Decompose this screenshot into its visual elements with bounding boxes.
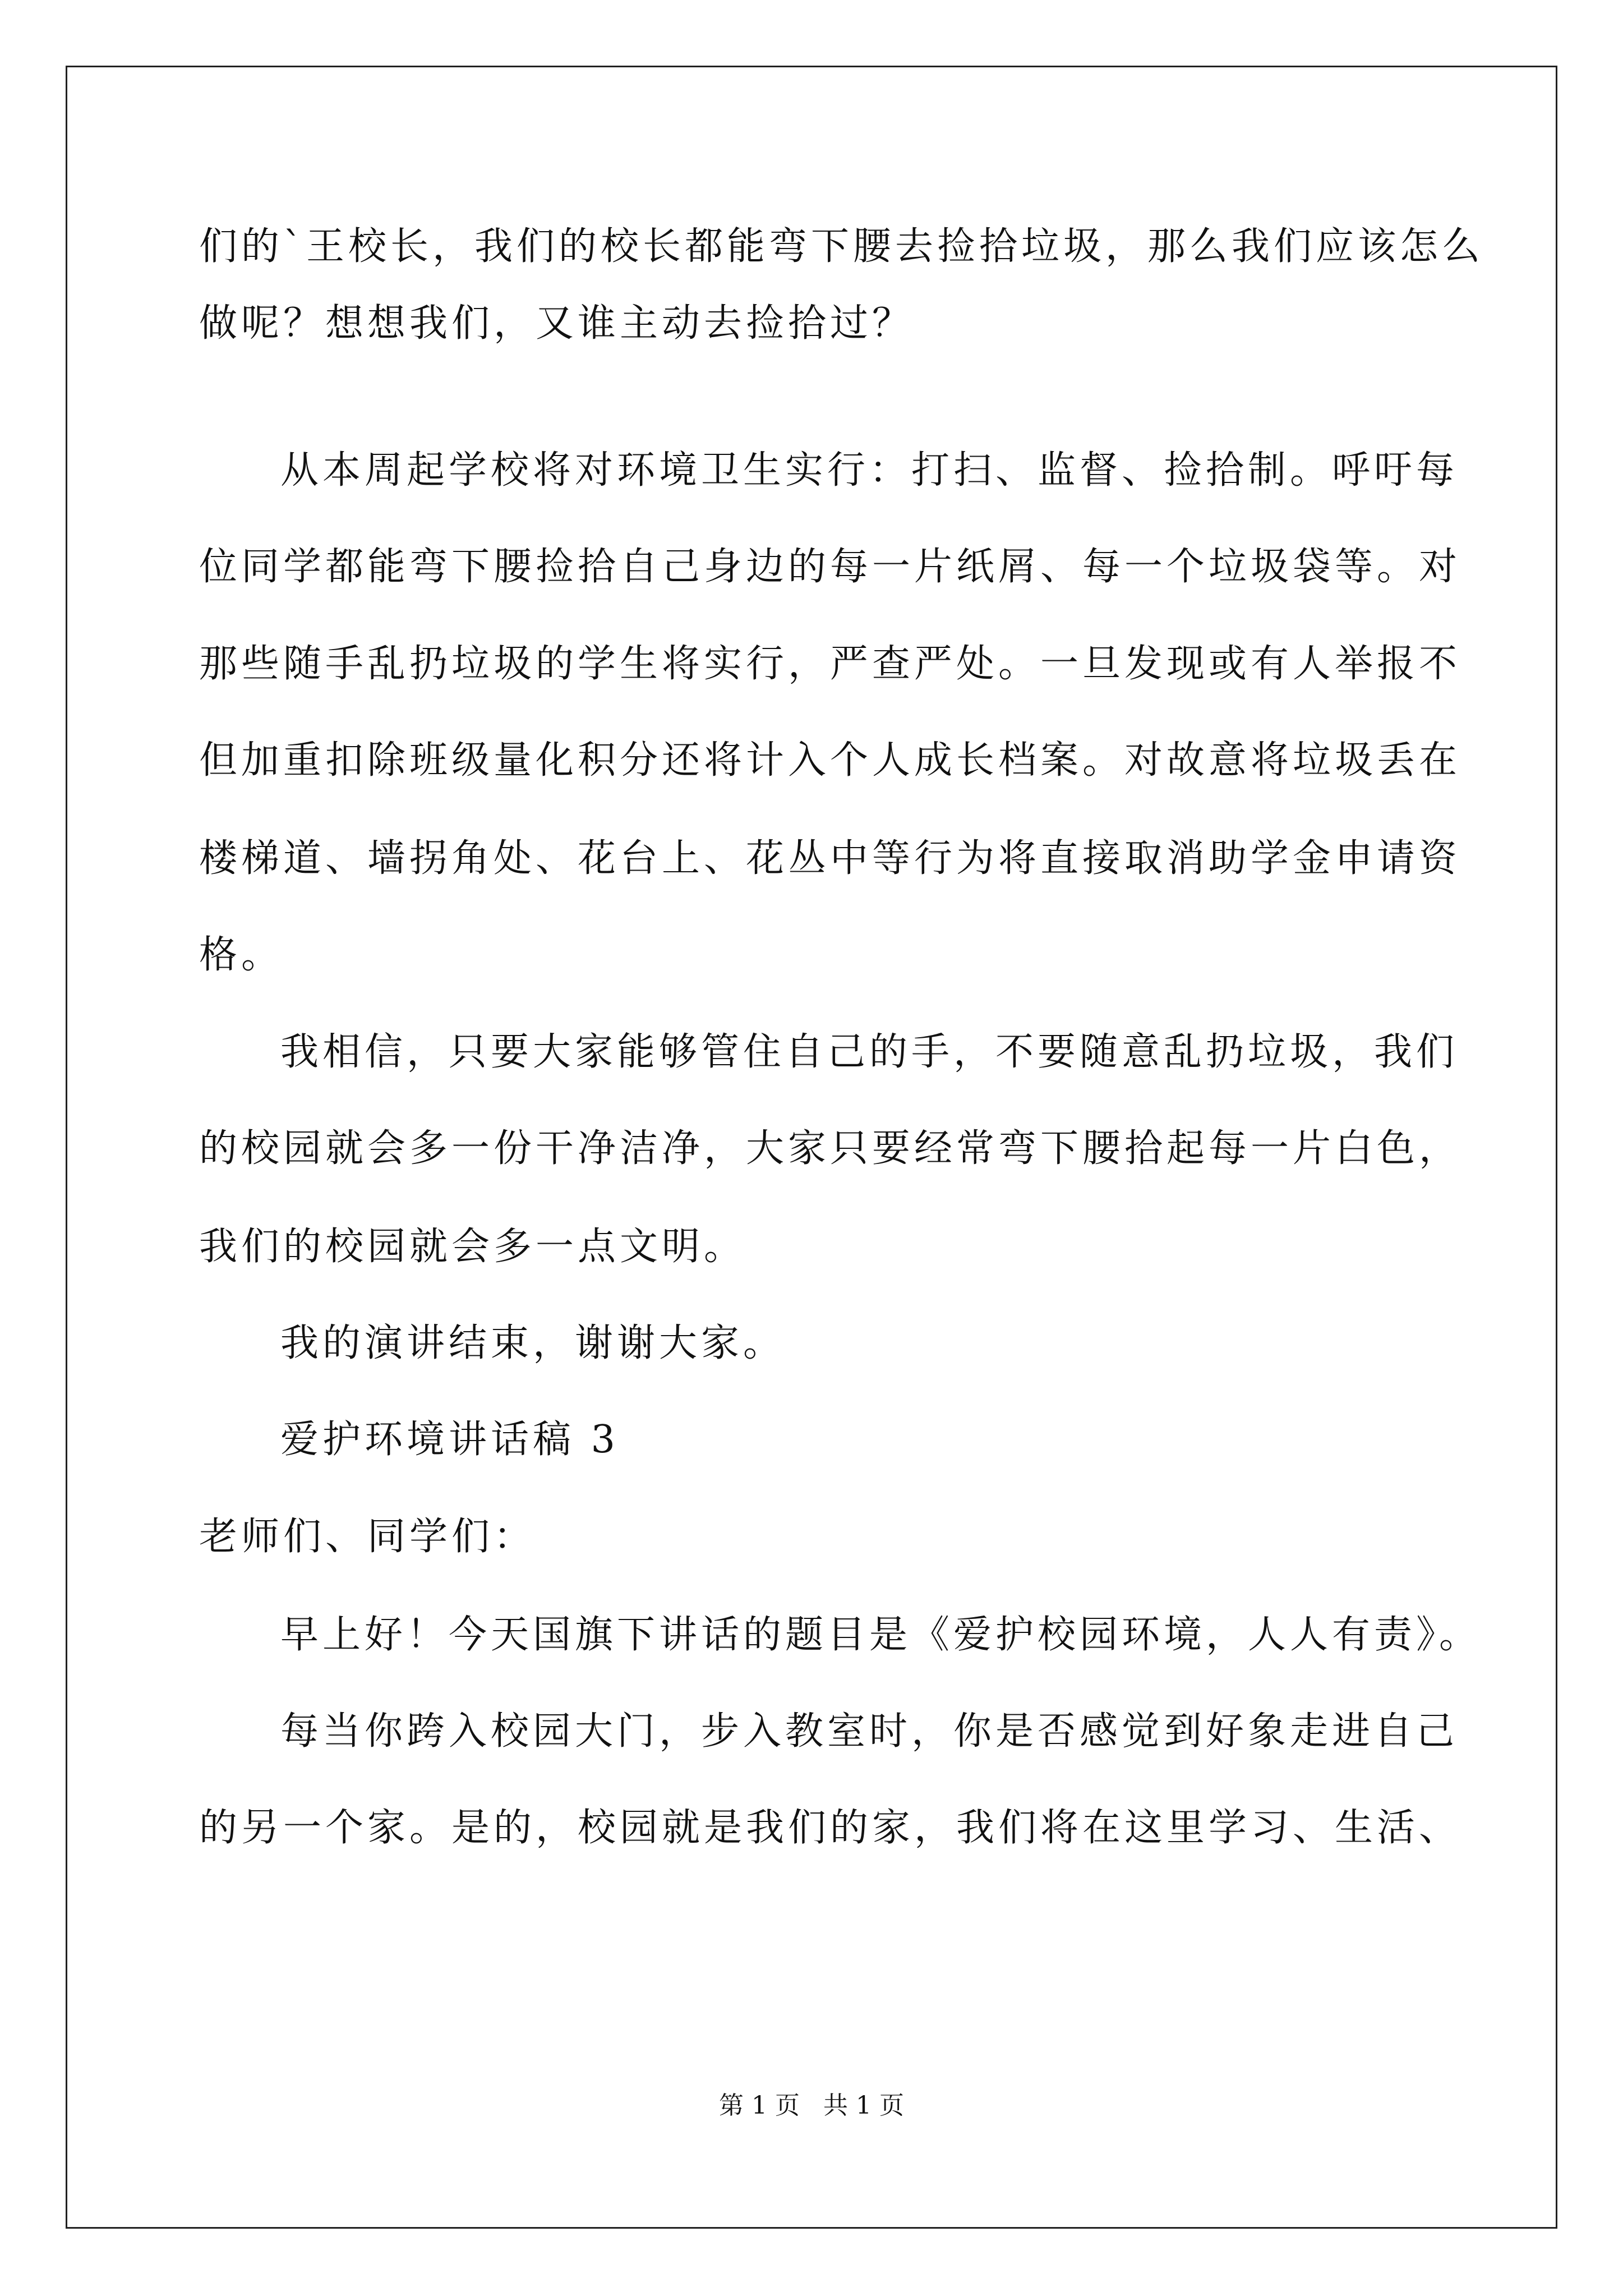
text-line: 我们的校园就会多一点文明。 [199, 1225, 746, 1269]
salutation: 老师们、同学们： [199, 1515, 536, 1559]
text-line: 格。 [199, 933, 284, 977]
text-line: 楼梯道、墙拐角处、花台上、花丛中等行为将直接取消助学金申请资 [199, 836, 1461, 881]
text-line: 那些随手乱扔垃圾的学生将实行，严查严处。一旦发现或有人举报不 [199, 642, 1461, 686]
text-line: 的校园就会多一份干净洁净，大家只要经常弯下腰拾起每一片白色， [199, 1126, 1461, 1171]
text-line: 的另一个家。是的，校园就是我们的家，我们将在这里学习、生活、 [199, 1806, 1461, 1850]
page-footer: 第 1 页 共 1 页 [719, 2091, 904, 2120]
section-heading: 爱护环境讲话稿 3 [280, 1418, 619, 1462]
text-line: 做呢？想想我们，又谁主动去捡拾过？ [199, 301, 915, 346]
text-line: 但加重扣除班级量化积分还将计入个人成长档案。对故意将垃圾丢在 [199, 738, 1461, 783]
text-line: 们的`王校长，我们的校长都能弯下腰去捡拾垃圾，那么我们应该怎么 [199, 224, 1484, 269]
text-line: 我相信，只要大家能够管住自己的手，不要随意乱扔垃圾，我们 [280, 1030, 1459, 1074]
text-line: 从本周起学校将对环境卫生实行：打扫、监督、捡拾制。呼吁每 [280, 448, 1459, 493]
text-line: 每当你跨入校园大门，步入教室时，你是否感觉到好象走进自己 [280, 1709, 1459, 1754]
text-line: 早上好！今天国旗下讲话的题目是《爱护校园环境，人人有责》。 [280, 1613, 1482, 1657]
text-line: 我的演讲结束，谢谢大家。 [280, 1321, 786, 1365]
text-line: 位同学都能弯下腰捡拾自己身边的每一片纸屑、每一个垃圾袋等。对 [199, 545, 1461, 589]
